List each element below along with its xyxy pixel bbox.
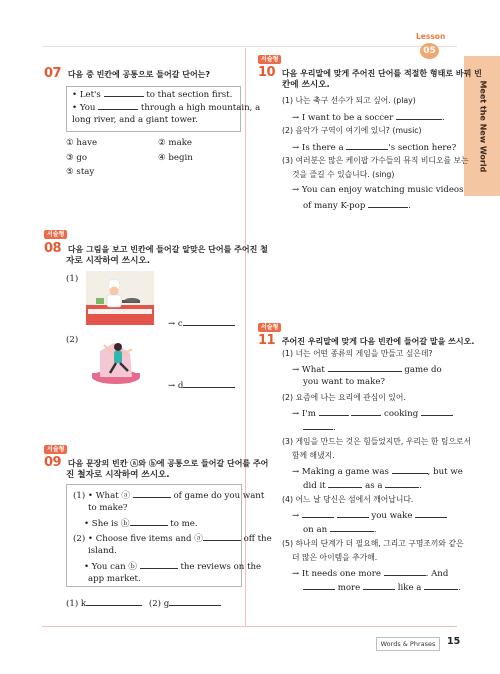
- answer-line: (1) k (2) g: [66, 597, 221, 611]
- choice-5[interactable]: ⑤ stay: [66, 167, 95, 177]
- item-3-answer-cont: did it as a .: [303, 481, 423, 491]
- descriptive-tag: 서술형: [44, 230, 67, 239]
- item-1-answer: → I want to be a soccer .: [292, 113, 445, 123]
- question-prompt-cont: 자로 시작하여 쓰시오.: [66, 256, 150, 266]
- question-prompt: 다음 중 빈칸에 공통으로 들어갈 단어는?: [67, 70, 211, 79]
- item-2-answer: → I'm cooking: [292, 407, 453, 421]
- item-2-answer: → Is there a 's section here?: [292, 143, 457, 153]
- item-2-answer-cont: .: [303, 421, 336, 435]
- descriptive-tag: 서술형: [44, 445, 67, 454]
- question-10: [258, 64, 482, 82]
- question-number: 11: [258, 333, 276, 348]
- box-line-3: long river, and a giant tower.: [72, 115, 198, 125]
- question-prompt: 다음 그림을 보고 빈칸에 들어갈 알맞은 단어를 주어진 철: [67, 245, 268, 254]
- item-5-answer-cont: more like a .: [303, 581, 461, 595]
- box-line-6: • You can ⓑ the reviews on the: [84, 562, 262, 572]
- question-prompt-cont: 진 철자로 시작하여 쓰시오.: [66, 470, 170, 480]
- lesson-label: Lesson: [416, 32, 446, 41]
- descriptive-tag: 서술형: [258, 55, 281, 64]
- dancing-girl-illustration: [86, 333, 146, 387]
- item-3-korean: (3) 게임을 만드는 것은 힘들었지만, 우리는 한 팀으로서: [282, 437, 472, 446]
- question-07: [44, 65, 210, 83]
- item-5-korean-cont: 더 많은 아이템을 추가해.: [292, 553, 378, 562]
- item-3-answer: → Making a game was , but we: [292, 467, 463, 477]
- question-prompt: 다음 문장의 빈칸 ⓐ와 ⓑ에 공통으로 들어갈 단어를 주어: [67, 459, 269, 468]
- question-11: [258, 332, 474, 350]
- item-1-korean: (1) 나는 축구 선수가 되고 싶어. (play): [282, 96, 416, 105]
- item-1-korean: (1) 너는 어떤 종류의 게임을 만들고 싶은데?: [282, 349, 433, 358]
- chef-cooking-illustration: [86, 271, 154, 325]
- item-4-answer-cont: on an .: [303, 525, 377, 535]
- box-line-2: • You through a high mountain, a: [72, 103, 261, 113]
- descriptive-tag: 서술형: [258, 323, 281, 332]
- question-prompt-cont: 칸에 쓰시오.: [282, 80, 330, 90]
- answer-2: → d: [168, 379, 235, 393]
- question-09: [44, 454, 268, 472]
- item-3-korean-cont: 함께 해냈지.: [292, 451, 335, 460]
- page-number: 15: [447, 636, 461, 647]
- choice-3[interactable]: ③ go: [66, 153, 88, 163]
- choice-2[interactable]: ② make: [158, 138, 193, 148]
- question-number: 10: [258, 65, 276, 80]
- top-rule: [42, 46, 457, 47]
- box-line-1: (1) • What ⓐ of game do you want: [73, 491, 265, 501]
- answer-1: → c: [168, 317, 235, 331]
- question-prompt: 다음 우리말에 맞게 주어진 단어를 적절한 형태로 바꿔 빈: [281, 69, 482, 78]
- item-label-1: (1): [66, 274, 79, 284]
- box-line-2: to make?: [88, 503, 128, 513]
- item-1-answer: → What game do: [292, 365, 442, 375]
- question-number: 07: [44, 66, 62, 81]
- item-3-korean-cont: 것을 즐길 수 있습니다. (sing): [292, 170, 395, 179]
- item-4-korean: (4) 어느 날 당신은 섬에서 깨어납니다.: [282, 495, 414, 504]
- item-3-answer: → You can enjoy watching music videos: [292, 185, 464, 195]
- bottom-rule: [42, 626, 457, 627]
- item-3-korean: (3) 여러분은 많은 케이팝 가수들의 뮤직 비디오를 보는: [282, 156, 469, 165]
- item-5-answer: → It needs one more . And: [292, 569, 449, 579]
- item-1-answer-cont: you want to make?: [303, 377, 386, 387]
- choice-4[interactable]: ④ begin: [158, 153, 193, 163]
- item-2-korean: (2) 음악가 구역이 여기에 있니? (music): [282, 126, 422, 135]
- question-prompt: 주어진 우리말에 맞게 다음 빈칸에 들어갈 말을 쓰시오.: [281, 337, 475, 346]
- question-08: [44, 240, 268, 258]
- box-line-5: island.: [88, 546, 117, 556]
- box-line-1: • Let's to that section first.: [72, 90, 233, 100]
- question-number: 09: [44, 455, 62, 470]
- side-tab-title: Meet the New World: [478, 80, 488, 172]
- footer-section-label: Words & Phrases: [376, 637, 440, 651]
- item-label-2: (2): [66, 335, 79, 345]
- item-2-korean: (2) 요즘에 나는 요리에 관심이 있어.: [282, 393, 406, 402]
- box-line-3: • She is ⓑ to me.: [84, 519, 198, 529]
- box-line-7: app market.: [88, 574, 141, 584]
- item-3-answer-cont: of many K-pop .: [303, 201, 411, 211]
- choice-1[interactable]: ① have: [66, 138, 98, 148]
- item-5-korean: (5) 하나의 단계가 더 필요해, 그리고 구명조끼와 같은: [282, 539, 464, 548]
- item-4-answer: → you wake: [292, 509, 447, 523]
- question-number: 08: [44, 241, 62, 256]
- box-line-4: (2) • Choose five items and ⓐ off the: [73, 534, 272, 544]
- lesson-number-badge: 05: [420, 43, 439, 59]
